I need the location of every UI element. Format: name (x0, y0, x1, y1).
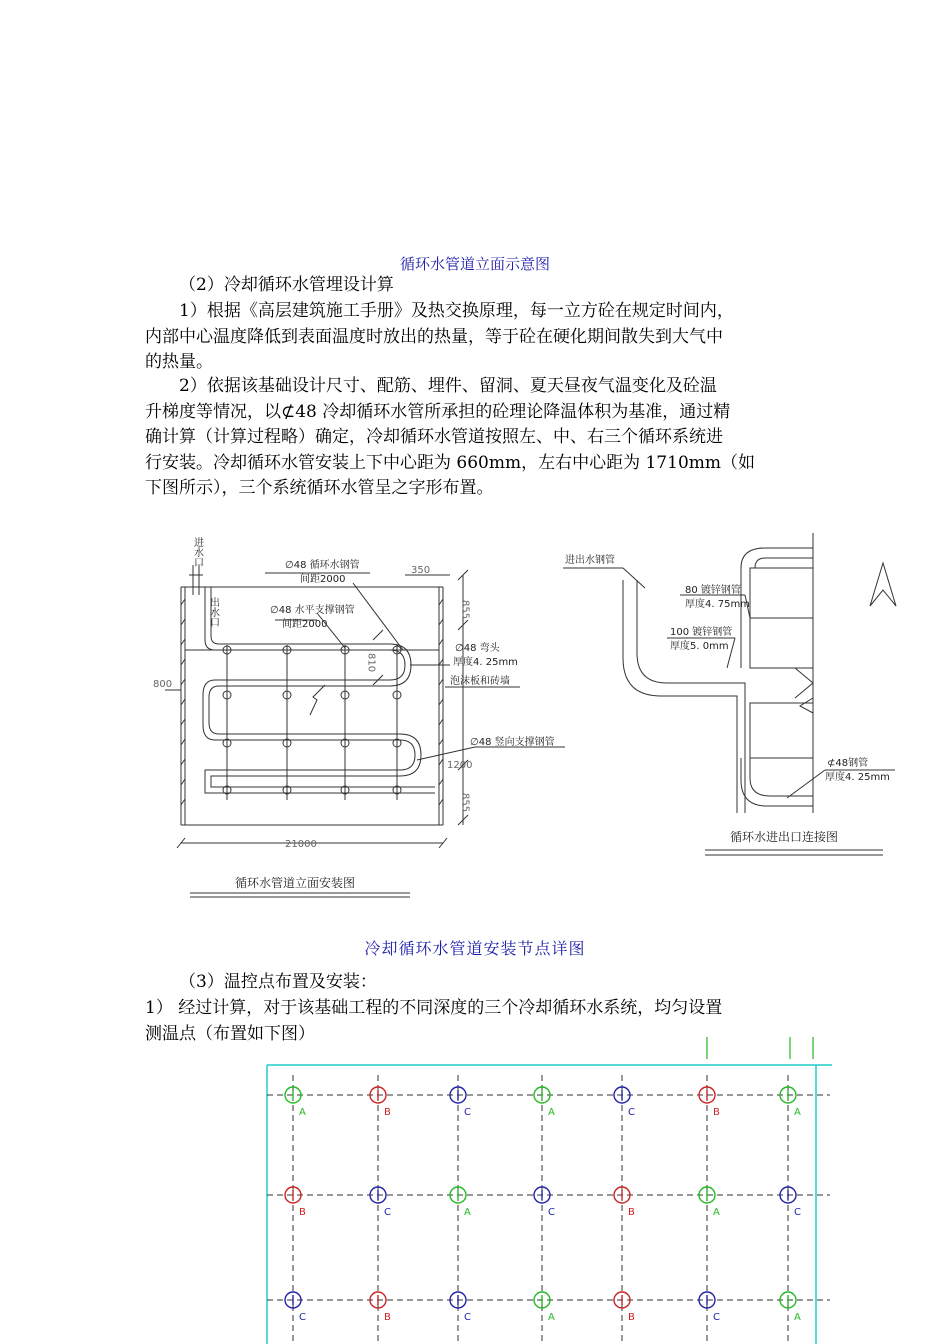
measurement-point-label: B (384, 1107, 391, 1118)
outlet-label: 出水口 (207, 597, 219, 627)
measurement-point-label: C (628, 1107, 635, 1118)
measurement-point-C (450, 1292, 471, 1323)
p1-line-3: 的热量。 (145, 352, 213, 372)
measurement-point-label: C (713, 1312, 720, 1323)
measurement-point-label: B (384, 1312, 391, 1323)
measurement-point-B (370, 1292, 391, 1323)
measurement-point-A (534, 1292, 555, 1323)
caption-elevation: 循环水管道立面示意图 (399, 255, 550, 273)
measurement-point-label: A (794, 1312, 801, 1323)
dim-1200: 1200 (447, 760, 473, 771)
p2-line-4: 行安装。冷却循环水管安装上下中心距为 660mm，左右中心距为 1710mm（如 (145, 452, 755, 473)
measurement-point-A (699, 1187, 720, 1218)
temperature-point-grid (250, 1035, 850, 1344)
elbow-label: ∅48 弯头 (455, 643, 500, 654)
measurement-point-C (699, 1292, 720, 1323)
p2-line-5: 下图所示），三个系统循环水管呈之字形布置。 (145, 478, 494, 498)
measurement-point-A (285, 1087, 306, 1118)
paragraph-1 (145, 299, 810, 376)
dim-800: 800 (153, 679, 173, 690)
pipe-80-label: 80 镀锌钢管 (685, 585, 741, 596)
horizontal-support-label: ∅48 水平支撑钢管 (270, 605, 355, 616)
measurement-point-label: C (464, 1107, 471, 1118)
p2-line-3: 确计算（计算过程略）确定，冷却循环水管道按照左、中、右三个循环系统进 (145, 427, 723, 447)
measurement-point-label: B (713, 1107, 720, 1118)
measurement-point-B (614, 1187, 635, 1218)
elbow-thickness-label: 厚度4. 25mm (453, 657, 518, 668)
measurement-point-label: C (464, 1312, 471, 1323)
pipe-label: ∅48 循环水钢管 (285, 560, 360, 571)
dim-21000: 21000 (285, 839, 317, 850)
measurement-point-label: C (794, 1207, 801, 1218)
pipe-elevation-drawing (145, 525, 555, 905)
measurement-point-label: A (794, 1107, 801, 1118)
measurement-point-label: C (299, 1312, 306, 1323)
pipe-100-thickness: 厚度5. 0mm (670, 641, 729, 652)
section-3-title: （3）温控点布置及安装： (179, 972, 377, 992)
measurement-point-C (780, 1187, 801, 1218)
dim-350: 350 (411, 565, 431, 576)
vertical-support-label: ∅48 竖向支撑钢管 (470, 737, 555, 748)
p2-line-1: 2）依据该基础设计尺寸、配筋、埋件、留洞、夏天昼夜气温变化及砼温 (179, 376, 717, 396)
measurement-point-B (285, 1187, 306, 1218)
pipe-80-thickness: 厚度4. 75mm (685, 599, 750, 610)
measurement-point-A (450, 1187, 471, 1218)
measurement-point-label: B (299, 1207, 306, 1218)
pipe-spacing-label: 间距2000 (300, 574, 346, 585)
measurement-point-C (450, 1087, 471, 1118)
dim-855-top: 855 (459, 600, 471, 620)
p3-line-1: 1） 经过计算，对于该基础工程的不同深度的三个冷却循环水系统，均匀设置 (145, 998, 723, 1018)
measurement-point-label: C (548, 1207, 555, 1218)
measurement-point-C (614, 1087, 635, 1118)
p2-line-2: 升梯度等情况，以⊄48 冷却循环水管所承担的砼理论降温体积为基准，通过精 (145, 401, 731, 422)
measurement-point-A (780, 1292, 801, 1323)
right-drawing-title: 循环水进出口连接图 (730, 830, 839, 844)
measurement-point-C (370, 1187, 391, 1218)
measurement-point-C (534, 1187, 555, 1218)
measurement-point-label: A (299, 1107, 306, 1118)
measurement-point-B (614, 1292, 635, 1323)
measurement-point-A (534, 1087, 555, 1118)
p1-line-1: 1）根据《高层建筑施工手册》及热交换原理，每一立方砼在规定时间内， (179, 301, 734, 321)
dim-855-bottom: 855 (459, 793, 471, 813)
dim-810: 810 (365, 653, 377, 673)
figure-caption: 冷却循环水管道安装节点详图 (364, 939, 586, 958)
measurement-point-label: A (713, 1207, 720, 1218)
foam-wall-label: 泡沫板和砖墙 (450, 676, 510, 687)
paragraph-2 (145, 374, 810, 502)
pipe-100-label: 100 镀锌钢管 (670, 627, 733, 638)
left-drawing-title: 循环水管道立面安装图 (235, 876, 356, 890)
measurement-point-B (699, 1087, 720, 1118)
pipe-48-thickness: 厚度4. 25mm (825, 772, 890, 783)
measurement-point-B (370, 1087, 391, 1118)
p3-line-2: 测温点（布置如下图） (145, 1023, 315, 1044)
pipe-48-label: ⊄48钢管 (827, 758, 869, 769)
measurement-point-label: C (384, 1207, 391, 1218)
measurement-point-label: A (464, 1207, 471, 1218)
measurement-point-label: A (548, 1107, 555, 1118)
measurement-point-A (780, 1087, 801, 1118)
inout-pipe-label: 进出水钢管 (565, 555, 615, 566)
inlet-outlet-connection-drawing (555, 528, 895, 863)
horizontal-support-spacing: 间距2000 (282, 619, 328, 630)
inlet-label: 进水口 (191, 537, 203, 567)
measurement-point-C (285, 1292, 306, 1323)
section-2-title: （2）冷却循环水管埋设计算 (179, 275, 394, 295)
measurement-point-label: B (628, 1312, 635, 1323)
measurement-point-label: A (548, 1312, 555, 1323)
p1-line-2: 内部中心温度降低到表面温度时放出的热量，等于砼在硬化期间散失到大气中 (145, 326, 723, 347)
measurement-point-label: B (628, 1207, 635, 1218)
